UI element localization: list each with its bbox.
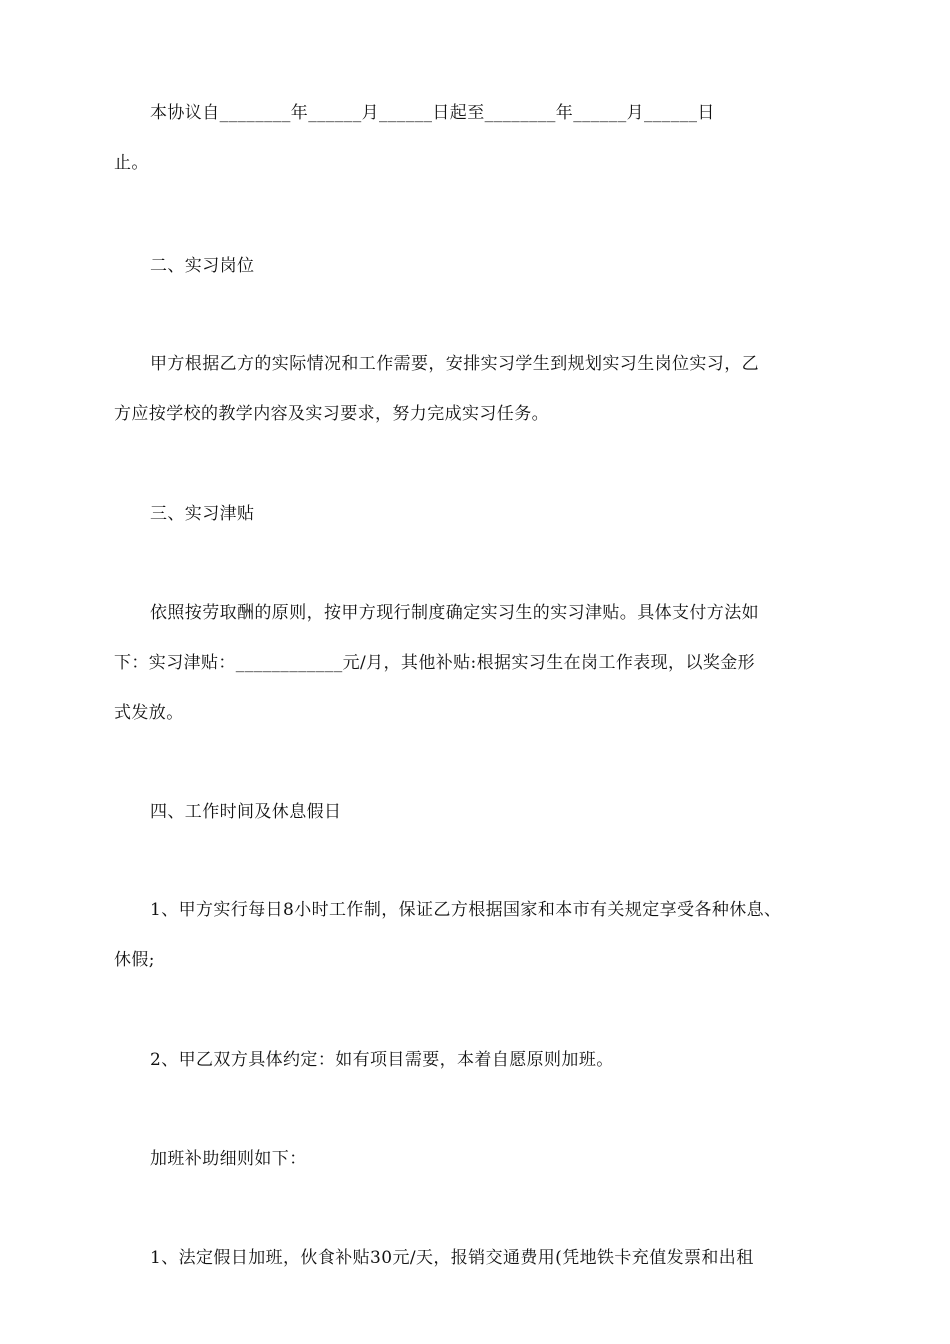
section-heading-allowance: 三、实习津贴 [150,504,255,524]
position-paragraph-line: 方应按学校的教学内容及实习要求，努力完成实习任务。 [114,404,549,424]
section-heading-work-hours: 四、工作时间及休息假日 [150,802,342,822]
allowance-paragraph-line: 下：实习津贴：____________元/月，其他补贴:根据实习生在岗工作表现，以奖金形 [114,653,756,673]
agreement-term-line: 本协议自________年______月______日起至________年______月______日 [150,103,715,123]
work-hours-item-1-line: 1、甲方实行每日8小时工作制，保证乙方根据国家和本市有关规定享受各种休息、 [150,900,782,920]
position-paragraph-line: 甲方根据乙方的实际情况和工作需要，安排实习学生到规划实习生岗位实习，乙 [150,354,759,374]
work-hours-item-1-line: 休假; [114,950,155,970]
allowance-paragraph-line: 式发放。 [114,703,184,723]
overtime-subheading: 加班补助细则如下： [150,1149,307,1169]
overtime-item-1-line: 1、法定假日加班，伙食补贴30元/天，报销交通费用(凭地铁卡充值发票和出租 [150,1248,754,1268]
allowance-paragraph-line: 依照按劳取酬的原则，按甲方现行制度确定实习生的实习津贴。具体支付方法如 [150,603,759,623]
agreement-term-line-end: 止。 [114,153,149,173]
section-heading-position: 二、实习岗位 [150,256,255,276]
work-hours-item-2-line: 2、甲乙双方具体约定：如有项目需要，本着自愿原则加班。 [150,1050,614,1070]
